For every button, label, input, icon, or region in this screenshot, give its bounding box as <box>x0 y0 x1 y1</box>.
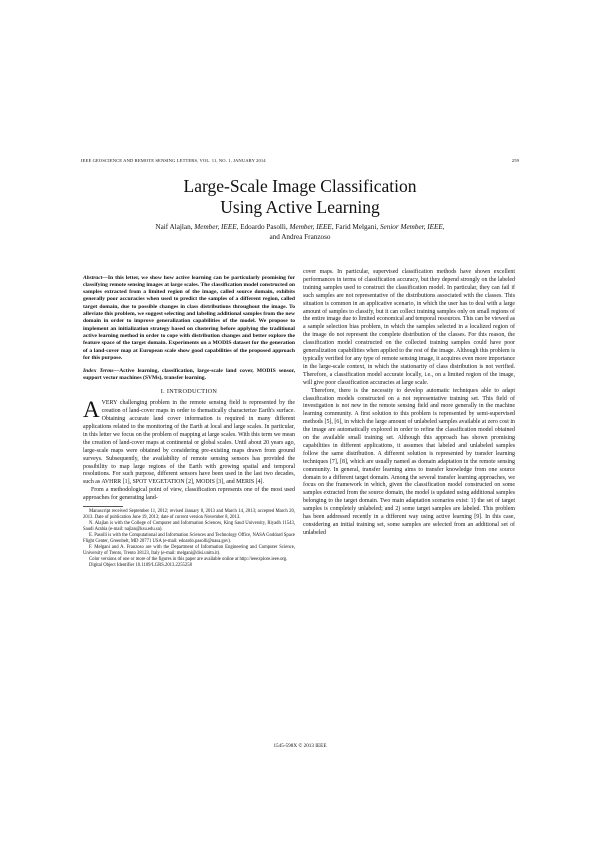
page-number: 259 <box>511 158 519 163</box>
abstract-label: Abstract <box>83 274 103 281</box>
author-line-1 <box>100 222 500 232</box>
right-column <box>303 269 515 538</box>
index-terms-text: —Active learning, classification, large-scale land cover, MODIS sensor, support vector machines (SVMs), transfer learning. <box>83 367 295 382</box>
footnote-author-alajlan: N. Alajlan is with the College of Computer and Information Sciences, King Saud University, Riyadh 11543, Saudi Arabia (e-mail: najlan@ksu.edu.sa). <box>83 521 295 533</box>
author-line-2: and Andrea Franzoso <box>269 233 331 241</box>
intro-paragraph-1 <box>83 397 295 487</box>
author-name: Edoardo Pasolli, <box>238 223 290 231</box>
title-line-1: Large-Scale Image Classification <box>183 176 417 196</box>
author-name: Farid Melgani, <box>333 223 380 231</box>
right-paragraph-1: cover maps. In particular, supervised classification methods have shown excellent performances in terms of classification accuracy, but they depend strongly on the labeled training samples used to construct the classification model. In particular, they can fail if such samples are not representative of the distributions associated with the classes. This situation is common in an applicative scenario, in which the user has to deal with a large amount of samples to classify, but it can collect training samples only on small regions of the entire image due to limited economical and temporal resources. This can be viewed as a sample selection bias problem, in which the samples selected in a localized region of the image do not represent the complete distribution of the classes. For this reason, the classification model constructed on the collected training samples could have poor generalization capabilities when applied to the rest of the image. Although this problem is typically verified for any type of remote sensing image, it acquires even more importance in the large-scale context, in which the stationarity of class distribution is not verified. Therefore, a classification model accurate locally, i.e., on a limited region of the image, will give poor classification accuracies at large scale. <box>303 269 515 386</box>
footnote-doi: Digital Object Identifier 10.1109/LGRS.2013.2255258 <box>89 563 192 569</box>
author-list <box>100 222 500 242</box>
index-terms-label: Index Terms <box>83 367 114 374</box>
intro-paragraph-1-text: VERY challenging problem in the remote sensing field is represented by the creation of land-cover maps in order to thematically characterize Earth's surface. Obtaining accurate land cover information is required in many different applications related to the monitoring of the Earth at local and large scales. In particular, in this letter we focus on the problem of mapping at large scales. With this term we mean the creation of land-cover maps at continental or global scales. Until about 20 years ago, large-scale maps were obtained by considering pre-existing maps drawn from ground surveys. Subsequently, the availability of remote sensing sensors has provided the possibility to map large regions of the Earth with growing spatial and temporal resolutions. For such purpose, different sensors have been used in the last two decades, such as AVHRR [1], SPOT VEGETATION [2], MODIS [3], and MERIS [4]. <box>83 400 295 486</box>
intro-paragraph-2: From a methodological point of view, classification represents one of the most used approaches for generating land- <box>83 487 295 502</box>
author-role: Senior Member, IEEE, <box>379 223 445 231</box>
footnote-manuscript: Manuscript received September 11, 2012; revised January 8, 2013 and March 14, 2013; accepted March 20, 2013. Date of publication June 19, 2013; date of current version November 8, 2013. <box>83 509 295 521</box>
journal-name: IEEE GEOSCIENCE AND REMOTE SENSING LETTERS, VOL. 11, NO. 1, JANUARY 2014 <box>81 158 266 163</box>
section-heading-introduction: I. INTRODUCTION <box>160 388 218 396</box>
abstract-text: —In this letter, we show how active learning can be particularly promising for classifying remote sensing images at large scales. The classification model constructed on samples extracted from a limited region of the image, called source domain, exhibits generally poor accuracies when used to predict the samples of a different region, called target domain, due to possible changes in class distributions throughout the image. To alleviate this problem, we suggest selecting and labeling additional samples from the new domain in order to improve generalization capabilities of the model. We propose to implement an initialization strategy based on clustering before applying the traditional active learning method in order to cope with distribution changes and better explore the feature space of the target domain. Experiments on a MODIS dataset for the generation of a land-cover map at European scale show good capabilities of the proposed approach for this purpose. <box>83 274 295 361</box>
author-role: Member, IEEE, <box>194 223 239 231</box>
drop-cap: A <box>83 397 100 423</box>
paper-title <box>0 176 600 218</box>
left-column <box>83 269 295 569</box>
abstract <box>83 275 295 363</box>
footnote-color-versions: Color versions of one or more of the figures in this paper are available online at http://ieeexplore.ieee.org. <box>89 557 288 563</box>
running-header <box>81 158 519 163</box>
footnote-rule <box>83 506 123 507</box>
footnote-author-melgani-franzoso: F. Melgani and A. Franzoso are with the Department of Information Engineering and Computer Science, University of Trento, Trento 38123, Italy (e-mail: melgani@disi.unitn.it). <box>83 545 295 557</box>
index-terms <box>83 368 295 383</box>
copyright-line: 1545-598X © 2013 IEEE <box>273 743 327 749</box>
title-line-2: Using Active Learning <box>220 197 380 217</box>
footnotes <box>83 506 295 569</box>
footnote-author-pasolli: E. Pasolli is with the Computational and Information Sciences and Technology Office, NASA Goddard Space Flight Center, Greenbelt, MD 20771 USA (e-mail: edoardo.pasolli@nasa.gov). <box>83 533 295 545</box>
author-name: Naif Alajlan, <box>155 223 195 231</box>
author-role: Member, IEEE, <box>289 223 334 231</box>
right-paragraph-2: Therefore, there is the necessity to develop automatic techniques able to adapt classification models constructed on a not representative training set. This field of investigation is not new in the remote sensing field and more generally in the machine learning community. A first solution to this problem is represented by semi-supervised methods [5], [6], in which the large amount of unlabeled samples available at zero cost in the image are automatically explored in order to refine the classification model obtained on the available small training set. Although this approach has shown promising capabilities in different applications, it assumes that labeled and unlabeled samples follow the same distribution. A different solution is represented by transfer learning techniques [7], [8], which are usually named as domain adaptation in the remote sensing community. In general, transfer learning aims to transfer knowledge from one source domain to a different target domain. Among the several transfer learning approaches, we focus on the framework in which, given the classification model constructed on some samples extracted from the source domain, the model is updated using additional samples belonging to the target domain. Two main adaptation scenarios exist: 1) the set of target samples is completely unlabeled; and 2) some target samples are labeled. This problem has been addressed recently in a different way using active learning [9]. In this case, considering an initial training set, some samples are selected from an additional set of unlabeled <box>303 387 515 536</box>
